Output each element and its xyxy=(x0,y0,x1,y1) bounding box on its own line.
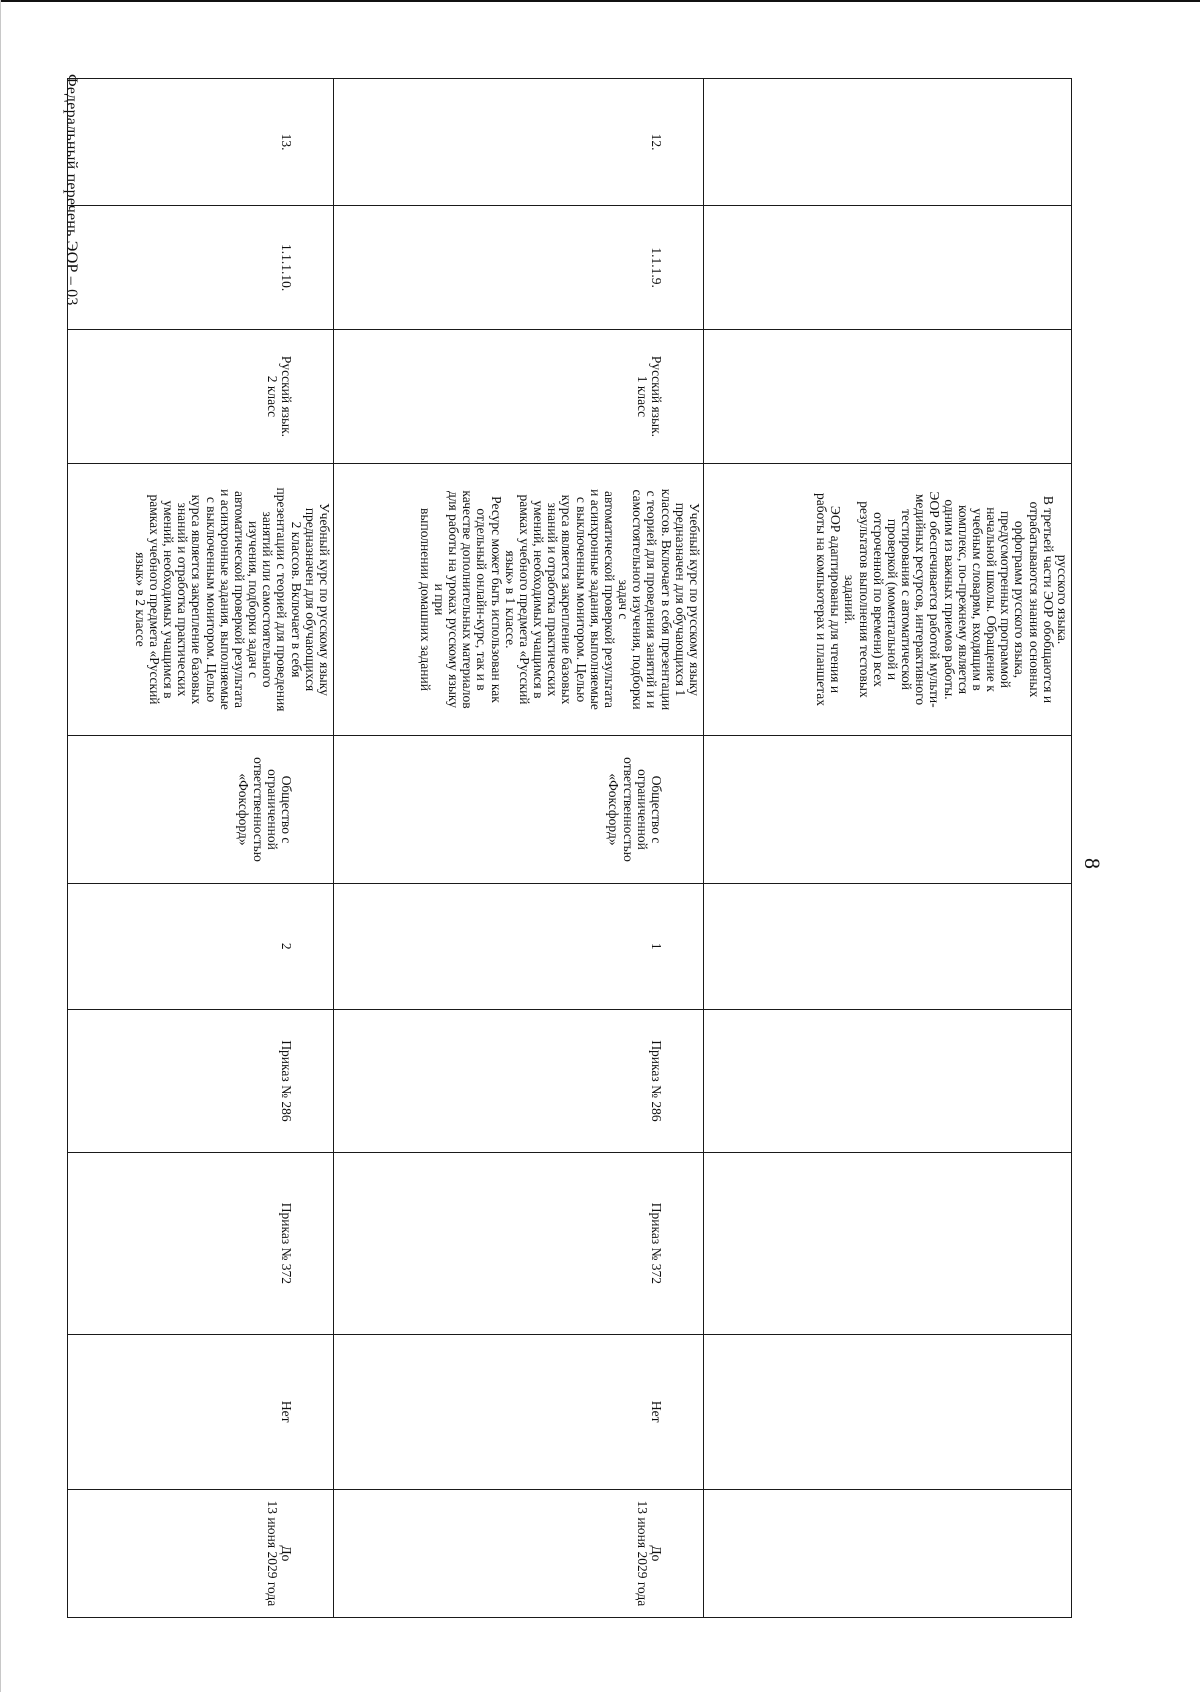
row-number: 13. xyxy=(68,79,334,206)
row-developer: Общество с ограниченной ответственностью «Фоксфорд» xyxy=(68,736,334,883)
table-row xyxy=(68,79,334,1618)
row-term: До 13 июня 2029 года xyxy=(68,1489,334,1617)
row-subject: Русский язык. 1 класс xyxy=(334,330,704,464)
row-term xyxy=(704,1489,1072,1617)
row-order-2: Приказ № 372 xyxy=(68,1153,334,1335)
running-title: Федеральный перечень ЭОР – 03 xyxy=(63,74,80,306)
row-code: 1.1.1.9. xyxy=(334,206,704,330)
row-developer: Общество с ограниченной ответственностью «Фоксфорд» xyxy=(334,736,704,883)
row-subject: Русский язык. 2 класс xyxy=(68,330,334,464)
row-flag: Нет xyxy=(334,1334,704,1489)
row-flag xyxy=(704,1334,1072,1489)
table-row xyxy=(704,79,1072,1618)
row-order-1 xyxy=(704,1009,1072,1152)
row-description: Учебный курс по русскому языку предназначен для обучающихся 2 классов. Включает в себя презентации с теорией для проведения занятий или самостоятельного изучения, подборки задач с автоматической проверкой результата и асинхронные задания, выполняемые с выключенным монитором. Целью курса является закрепление базовых знаний и отработка практических умений, необходимых учащимся в рамках учебного предмета «Русский язык» в 2 классе xyxy=(68,463,334,736)
row-description: русского языка. В третьей части ЭОР обобщаются и отрабатываются знания основных орфограмм русского языка, предусмотренных программой начальной школы. Обращение к учебным словарям, входящим в комплекс, по-прежнему является одним из важных приемов работы. ЭОР обеспечивается работой мульти- медийных ресурсов, интерактивного тестирования с автоматической проверкой (моментальной и отсроченной по времени) всех результатов выполнения тестовых заданий. ЭОР адаптированы для чтения и работы на компьютерах и планшетах xyxy=(704,463,1072,736)
row-number: 12. xyxy=(334,79,704,206)
row-code: 1.1.1.10. xyxy=(68,206,334,330)
table-row xyxy=(334,79,704,1618)
row-order-1: Приказ № 286 xyxy=(68,1009,334,1152)
row-subject xyxy=(704,330,1072,464)
eor-table xyxy=(67,78,1072,1618)
row-description: Учебный курс по русскому языку предназначен для обучающихся 1 классов. Включает в себя презентации с теорией для проведения занятий и и самостоятельного изучения, подборки задач с автоматической проверкой результата и асинхронные задания, выполняемые с выключенным монитором. Целью курса является закрепление базовых знаний и отработка практических умений, необходимых учащимся в рамках учебного предмета «Русский язык» в 1 классе. Ресурс может быть использован как отдельный онлайн-курс, так и в качестве дополнительных материалов для работы на уроках русскому языку и при выполнении домашних заданий xyxy=(334,463,704,736)
row-code xyxy=(704,206,1072,330)
page-number: 8 xyxy=(1080,858,1105,869)
row-order-2: Приказ № 372 xyxy=(334,1153,704,1335)
row-grade xyxy=(704,883,1072,1009)
row-order-2 xyxy=(704,1153,1072,1335)
row-developer xyxy=(704,736,1072,883)
row-grade: 1 xyxy=(334,883,704,1009)
row-order-1: Приказ № 286 xyxy=(334,1009,704,1152)
row-grade: 2 xyxy=(68,883,334,1009)
row-number xyxy=(704,79,1072,206)
row-flag: Нет xyxy=(68,1334,334,1489)
row-term: До 13 июня 2029 года xyxy=(334,1489,704,1617)
